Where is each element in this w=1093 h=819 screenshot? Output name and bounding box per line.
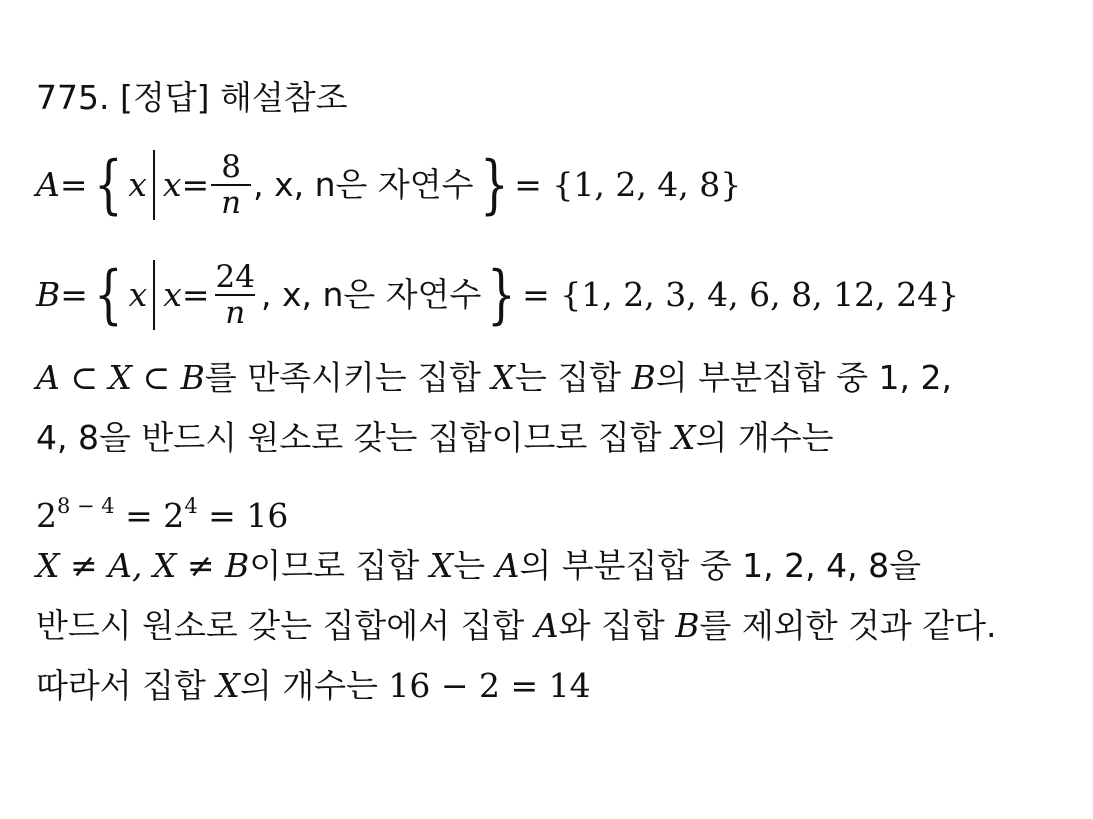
set-a-symbol: A [534, 606, 559, 645]
text-segment: 4, 8을 반드시 원소로 갖는 집합이므로 집합 [36, 418, 672, 457]
text-segment: 따라서 집합 [36, 666, 217, 705]
right-brace-icon: } [487, 258, 517, 332]
explanation-line-5 [36, 606, 996, 646]
explanation-line-4 [36, 546, 921, 586]
conclusion-line [36, 666, 591, 706]
left-brace-icon: { [93, 148, 123, 222]
text-segment: 의 부분집합 중 1, 2, 4, 8을 [519, 546, 921, 585]
text-segment: 와 집합 [558, 606, 676, 645]
fraction-denominator: n [215, 294, 255, 330]
power-base: 2 [36, 496, 57, 535]
equals-sign: = [181, 165, 210, 204]
power-exponent: 8 − 4 [57, 494, 115, 518]
equals-sign: = [59, 165, 88, 204]
set-a-result: = {1, 2, 4, 8} [514, 165, 742, 204]
count-equation [36, 486, 288, 536]
set-b-name: B [36, 275, 61, 314]
set-b-definition [36, 250, 959, 340]
right-brace-icon: } [479, 148, 509, 222]
text-segment: 의 개수는 [239, 666, 389, 705]
text-segment: 반드시 원소로 갖는 집합에서 집합 [36, 606, 535, 645]
set-a-variable-repeat: x [162, 165, 182, 204]
inequality-expression: X ≠ A, X ≠ B [36, 546, 250, 585]
set-b-symbol: B [675, 606, 700, 645]
set-x-symbol: X [216, 666, 240, 705]
set-a-variable: x [128, 165, 147, 204]
such-that-bar [153, 260, 155, 330]
fraction-denominator: n [211, 184, 251, 220]
fraction-numerator: 8 [221, 149, 241, 185]
set-b-fraction [212, 260, 259, 330]
text-segment: 를 만족시키는 집합 [204, 358, 492, 397]
text-segment: 이므로 집합 [249, 546, 430, 585]
explanation-line-1 [36, 358, 952, 398]
equation-result: = 16 [197, 496, 289, 535]
set-b-variable-repeat: x [163, 275, 182, 314]
text-segment: 는 [453, 546, 496, 585]
explanation-line-2 [36, 418, 833, 458]
text-segment: 의 부분집합 중 1, 2, [655, 358, 952, 397]
inclusion-expression: A ⊂ X ⊂ B [36, 358, 205, 397]
text-segment: 를 제외한 것과 같다. [699, 606, 997, 645]
problem-title: 775. [정답] 해설참조 [36, 78, 348, 117]
fraction-numerator: 24 [215, 259, 255, 295]
text-segment: 의 개수는 [695, 418, 834, 457]
set-b-variable: x [128, 275, 148, 314]
set-x-symbol: X [671, 418, 696, 457]
set-x-symbol: X [491, 358, 515, 397]
power-exponent: 4 [184, 494, 198, 518]
equation-middle: = 2 [114, 496, 185, 535]
final-answer: 16 − 2 = 14 [388, 666, 591, 705]
set-a-definition [36, 140, 741, 230]
set-b-condition: , x, n은 자연수 [261, 275, 482, 314]
set-b-result: = {1, 2, 3, 4, 6, 8, 12, 24} [522, 275, 960, 314]
set-a-condition: , x, n은 자연수 [253, 165, 474, 204]
set-a-fraction [211, 150, 251, 220]
set-x-symbol: X [429, 546, 454, 585]
set-b-symbol: B [631, 358, 656, 397]
text-segment: 는 집합 [514, 358, 632, 397]
left-brace-icon: { [94, 258, 123, 332]
set-a-symbol: A [495, 546, 520, 585]
such-that-bar [153, 150, 155, 220]
equals-sign: = [181, 275, 210, 314]
equals-sign: = [60, 275, 88, 314]
set-a-name: A [36, 165, 60, 204]
